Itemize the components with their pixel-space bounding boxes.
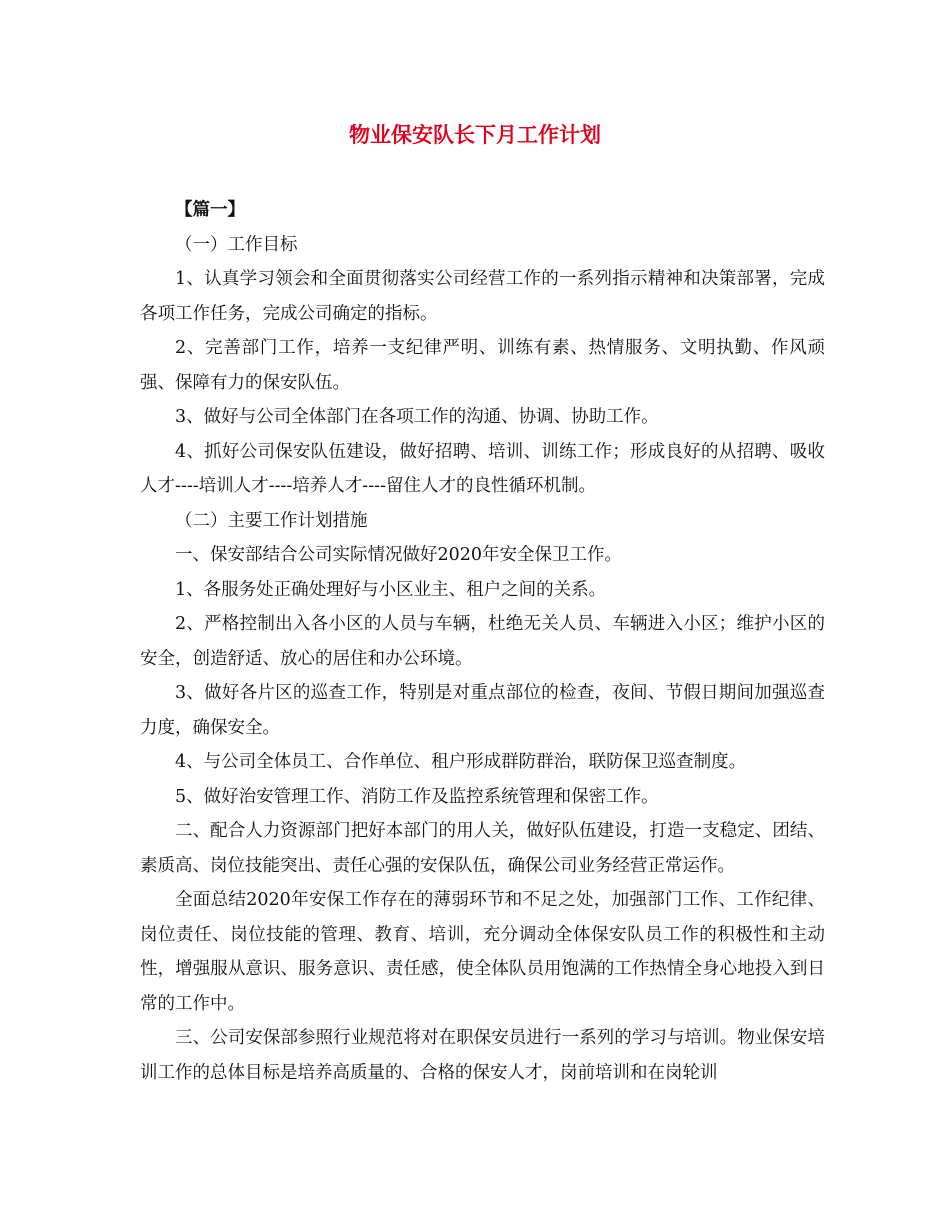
- document-body: [140, 193, 825, 1090]
- subsection-heading: （二）主要工作计划措施: [175, 510, 368, 531]
- paragraph: 全面总结2020年安保工作存在的薄弱环节和不足之处，加强部门工作、工作纪律、岗位责任、岗位技能的管理、教育、培训，充分调动全体保安队员工作的积极性和主动性，增强服从意识、服务意识、责任感，使全体队员用饱满的工作热情全身心地投入到日常的工作中。: [140, 890, 825, 1014]
- paragraph: 5、做好治安管理工作、消防工作及监控系统管理和保密工作。: [175, 786, 659, 807]
- paragraph: 4、与公司全体员工、合作单位、租户形成群防群治，联防保卫巡查制度。: [175, 752, 747, 772]
- subsection-heading: （一）工作目标: [175, 234, 298, 255]
- paragraph: 3、做好各片区的巡查工作，特别是对重点部位的检查，夜间、节假日期间加强巡查力度，确保安全。: [140, 683, 825, 738]
- section-tag: 【篇一】: [175, 200, 245, 220]
- paragraph: 2、严格控制出入各小区的人员与车辆，杜绝无关人员、车辆进入小区；维护小区的安全，创造舒适、放心的居住和办公环境。: [140, 614, 825, 669]
- paragraph: 二、配合人力资源部门把好本部门的用人关，做好队伍建设，打造一支稳定、团结、素质高、岗位技能突出、责任心强的安保队伍，确保公司业务经营正常运作。: [140, 821, 825, 876]
- paragraph: 1、各服务处正确处理好与小区业主、租户之间的关系。: [175, 579, 607, 600]
- document-title: 物业保安队长下月工作计划: [349, 123, 601, 147]
- paragraph: 三、公司安保部参照行业规范将对在职保安员进行一系列的学习与培训。物业保安培训工作的总体目标是培养高质量的、合格的保安人才，岗前培训和在岗轮训: [140, 1028, 825, 1083]
- paragraph: 3、做好与公司全体部门在各项工作的沟通、协调、协助工作。: [175, 407, 659, 427]
- paragraph: 4、抓好公司保安队伍建设，做好招聘、培训、训练工作；形成良好的从招聘、吸收人才----培训人才----培养人才----留住人才的良性循环机制。: [140, 441, 825, 496]
- paragraph: 一、保安部结合公司实际情况做好2020年安全保卫工作。: [175, 545, 623, 565]
- paragraph: 1、认真学习领会和全面贯彻落实公司经营工作的一系列指示精神和决策部署，完成各项工作任务，完成公司确定的指标。: [140, 269, 825, 324]
- paragraph: 2、完善部门工作，培养一支纪律严明、训练有素、热情服务、文明执勤、作风顽强、保障有力的保安队伍。: [140, 338, 825, 393]
